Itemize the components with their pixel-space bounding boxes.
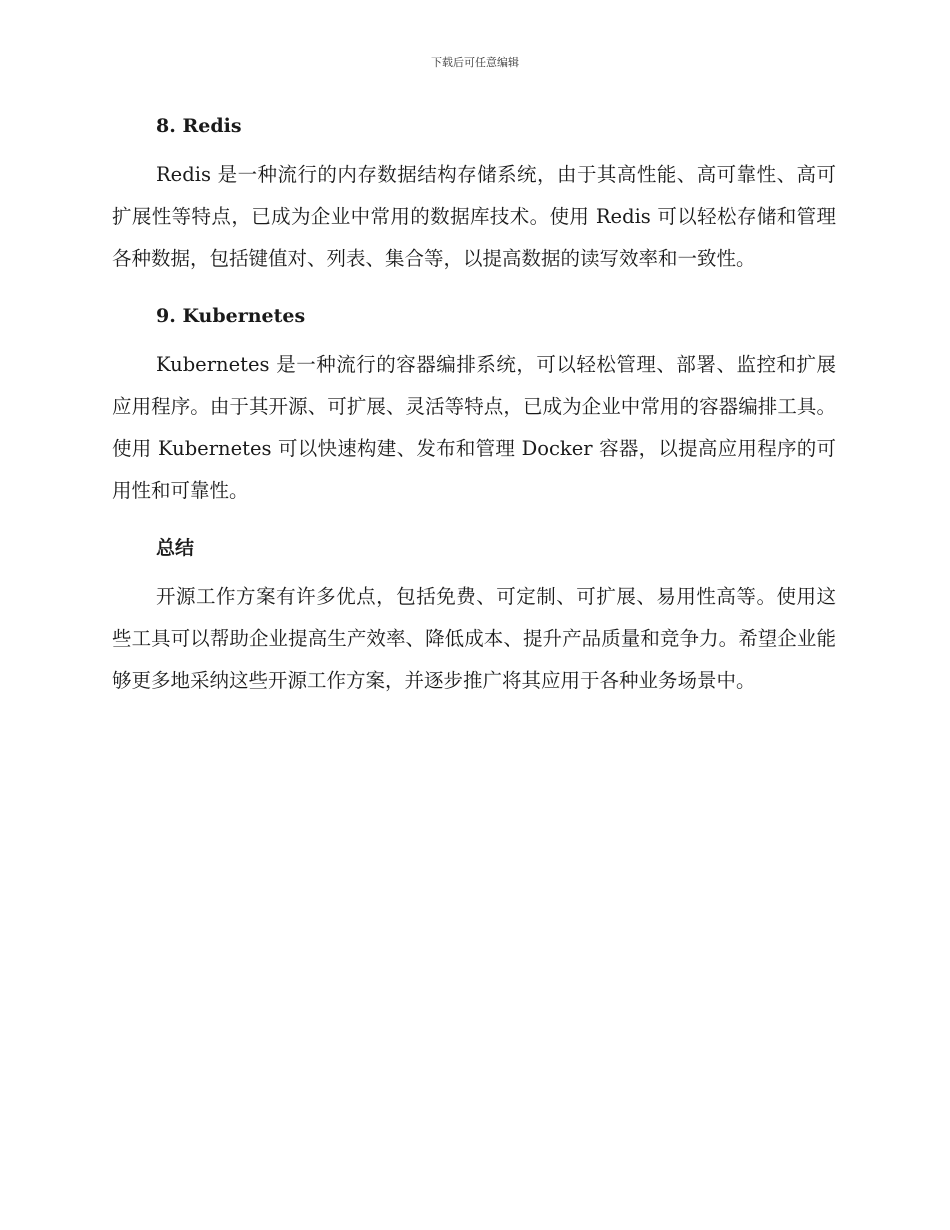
section-heading: 9. Kubernetes (156, 305, 306, 327)
section-summary (112, 534, 836, 702)
section-paragraph: Redis 是一种流行的内存数据结构存储系统，由于其高性能、高可靠性、高可扩展性等特点，已成为企业中常用的数据库技术。使用 Redis 可以轻松存储和管理各种数据，包括键值对、列表、集合等，以提高数据的读写效率和一致性。 (112, 163, 836, 270)
section-redis (112, 112, 836, 280)
section-paragraph: 开源工作方案有许多优点，包括免费、可定制、可扩展、易用性高等。使用这些工具可以帮助企业提高生产效率、降低成本、提升产品质量和竞争力。希望企业能够更多地采纳这些开源工作方案，并逐步推广将其应用于各种业务场景中。 (112, 585, 836, 692)
section-heading: 总结 (156, 537, 195, 559)
section-kubernetes (112, 302, 836, 512)
section-heading: 8. Redis (156, 115, 242, 137)
document-body (112, 112, 836, 724)
section-paragraph: Kubernetes 是一种流行的容器编排系统，可以轻松管理、部署、监控和扩展应用程序。由于其开源、可扩展、灵活等特点，已成为企业中常用的容器编排工具。使用 Kubernetes 可以快速构建、发布和管理 Docker 容器，以提高应用程序的可用性和可靠性。 (112, 353, 836, 502)
page-header-note: 下载后可任意编辑 (431, 56, 519, 69)
